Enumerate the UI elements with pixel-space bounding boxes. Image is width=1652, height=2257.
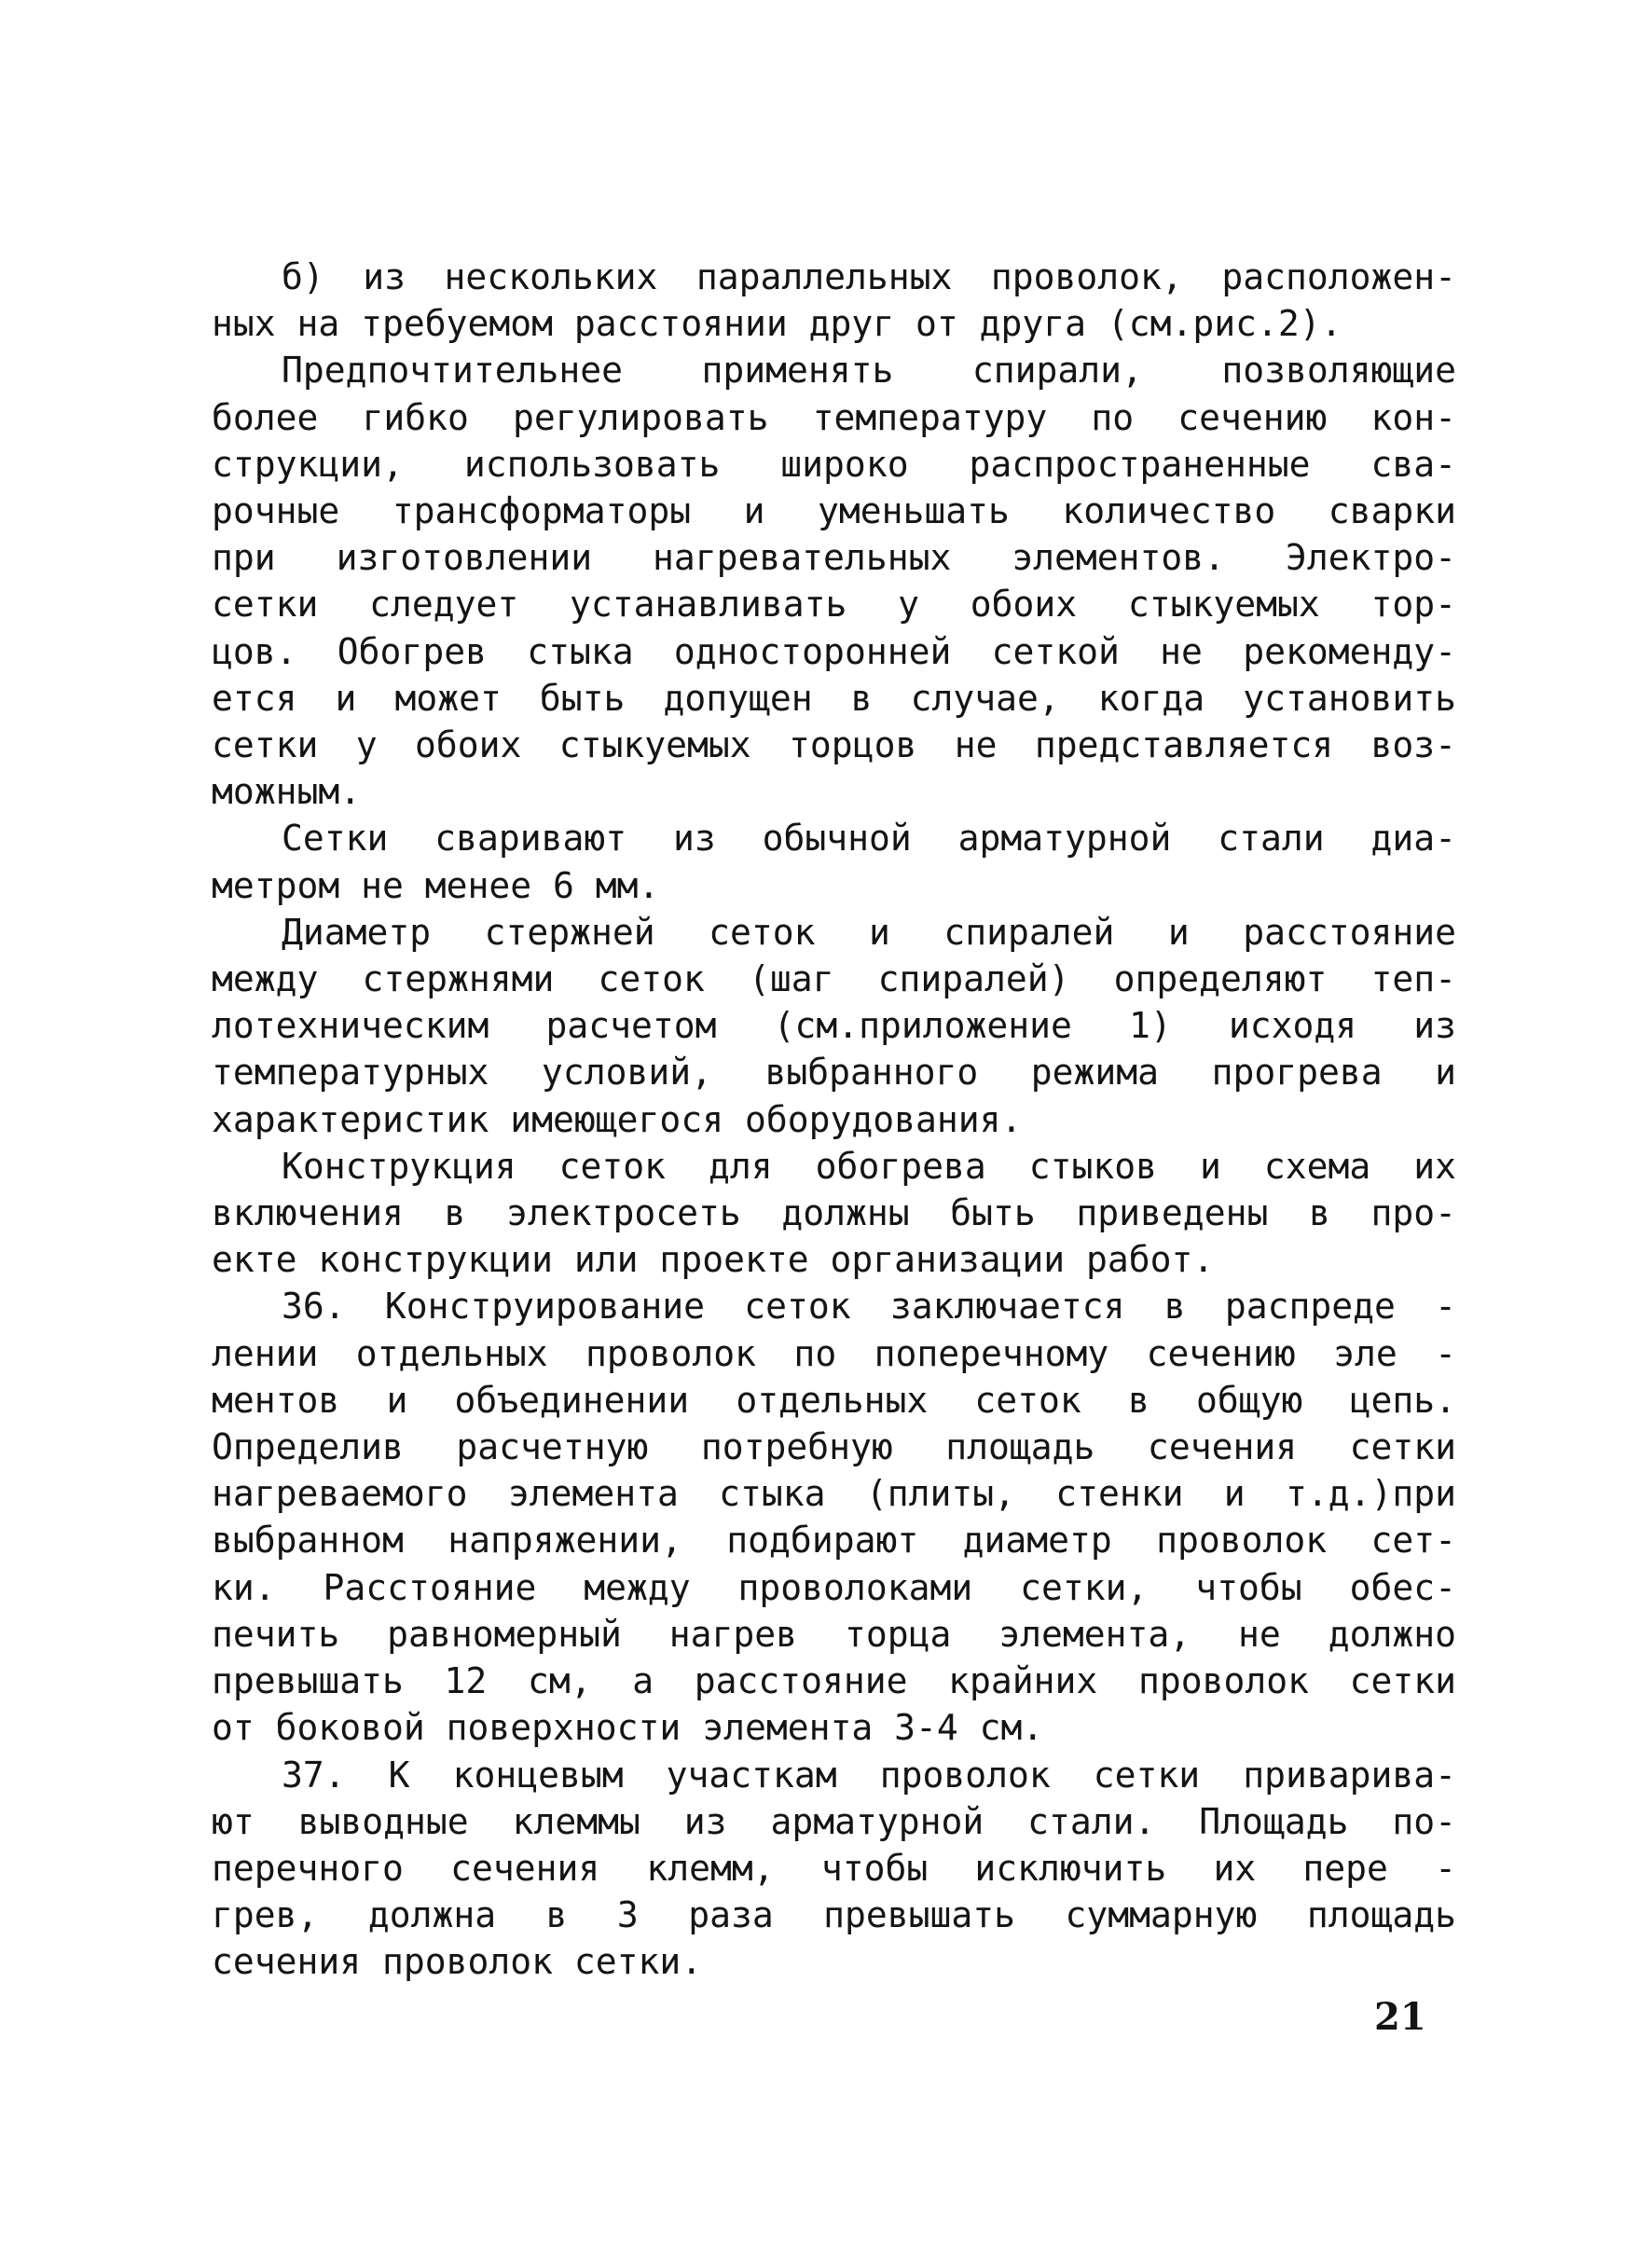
text-line: 37. К концевым участкам проволок сетки приварива-: [282, 1754, 1456, 1796]
paragraph-5: [212, 1143, 1456, 1284]
text-line: сетки следует устанавливать у обоих стыкуемых тор-: [212, 584, 1456, 626]
text-line: метром не менее 6 мм.: [212, 864, 660, 906]
text-line: сечения проволок сетки.: [212, 1941, 703, 1983]
text-line: лотехническим расчетом (см.приложение 1) исходя из: [212, 1005, 1456, 1047]
text-line: выбранном напряжении, подбирают диаметр проволок сет-: [212, 1520, 1456, 1562]
text-line: ных на требуемом расстоянии друг от друга (см.рис.2).: [212, 303, 1342, 345]
text-line: лении отдельных проволок по поперечному сечению эле -: [212, 1332, 1456, 1374]
text-line: б) из нескольких параллельных проволок, расположен-: [282, 256, 1456, 297]
paragraph-6: [212, 1283, 1456, 1751]
text-line: перечного сечения клемм, чтобы исключить их пере -: [212, 1847, 1456, 1889]
text-line: екте конструкции или проекте организации работ.: [212, 1239, 1215, 1281]
text-line: нагреваемого элемента стыка (плиты, стенки и т.д.)при: [212, 1473, 1456, 1515]
text-line: ется и может быть допущен в случае, когда установить: [212, 677, 1456, 719]
text-line: грев, должна в 3 раза превышать суммарную площадь: [212, 1894, 1456, 1936]
page-number: 21: [1374, 1995, 1426, 2039]
paragraph-2: [212, 347, 1456, 815]
text-line: при изготовлении нагревательных элементов. Электро-: [212, 537, 1456, 579]
text-line: Конструкция сеток для обогрева стыков и схема их: [282, 1145, 1456, 1187]
text-line: цов. Обогрев стыка односторонней сеткой не рекоменду-: [212, 630, 1456, 672]
text-line: Определив расчетную потребную площадь сечения сетки: [212, 1426, 1456, 1468]
text-line: превышать 12 см, а расстояние крайних проволок сетки: [212, 1660, 1456, 1702]
text-line: струкции, использовать широко распространенные сва-: [212, 443, 1456, 485]
text-line: Сетки сваривают из обычной арматурной стали диа-: [282, 818, 1456, 860]
text-line: ют выводные клеммы из арматурной стали. Площадь по-: [212, 1800, 1456, 1842]
text-line: ки. Расстояние между проволоками сетки, чтобы обес-: [212, 1566, 1456, 1608]
text-line: более гибко регулировать температуру по сечению кон-: [212, 396, 1456, 438]
text-line: температурных условий, выбранного режима прогрева и: [212, 1052, 1456, 1094]
paragraph-4: [212, 909, 1456, 1143]
text-line: ментов и объединении отдельных сеток в общую цепь.: [212, 1379, 1456, 1421]
text-line: можным.: [212, 771, 362, 813]
text-line: характеристик имеющегося оборудования.: [212, 1098, 1023, 1140]
paragraph-3: [212, 815, 1456, 908]
text-line: сетки у обоих стыкуемых торцов не представляется воз-: [212, 724, 1456, 766]
text-line: между стержнями сеток (шаг спиралей) определяют теп-: [212, 958, 1456, 1000]
text-line: печить равномерный нагрев торца элемента, не должно: [212, 1613, 1456, 1655]
text-line: 36. Конструирование сеток заключается в распреде -: [282, 1286, 1456, 1328]
body-text: [212, 254, 1456, 1986]
text-line: рочные трансформаторы и уменьшать количество сварки: [212, 490, 1456, 532]
text-line: Диаметр стержней сеток и спиралей и расстояние: [282, 911, 1456, 953]
text-line: Предпочтительнее применять спирали, позволяющие: [282, 350, 1456, 392]
text-line: включения в электросеть должны быть приведены в про-: [212, 1192, 1456, 1234]
text-line: от боковой поверхности элемента 3-4 см.: [212, 1707, 1044, 1749]
paragraph-1: [212, 254, 1456, 347]
paragraph-7: [212, 1752, 1456, 1986]
